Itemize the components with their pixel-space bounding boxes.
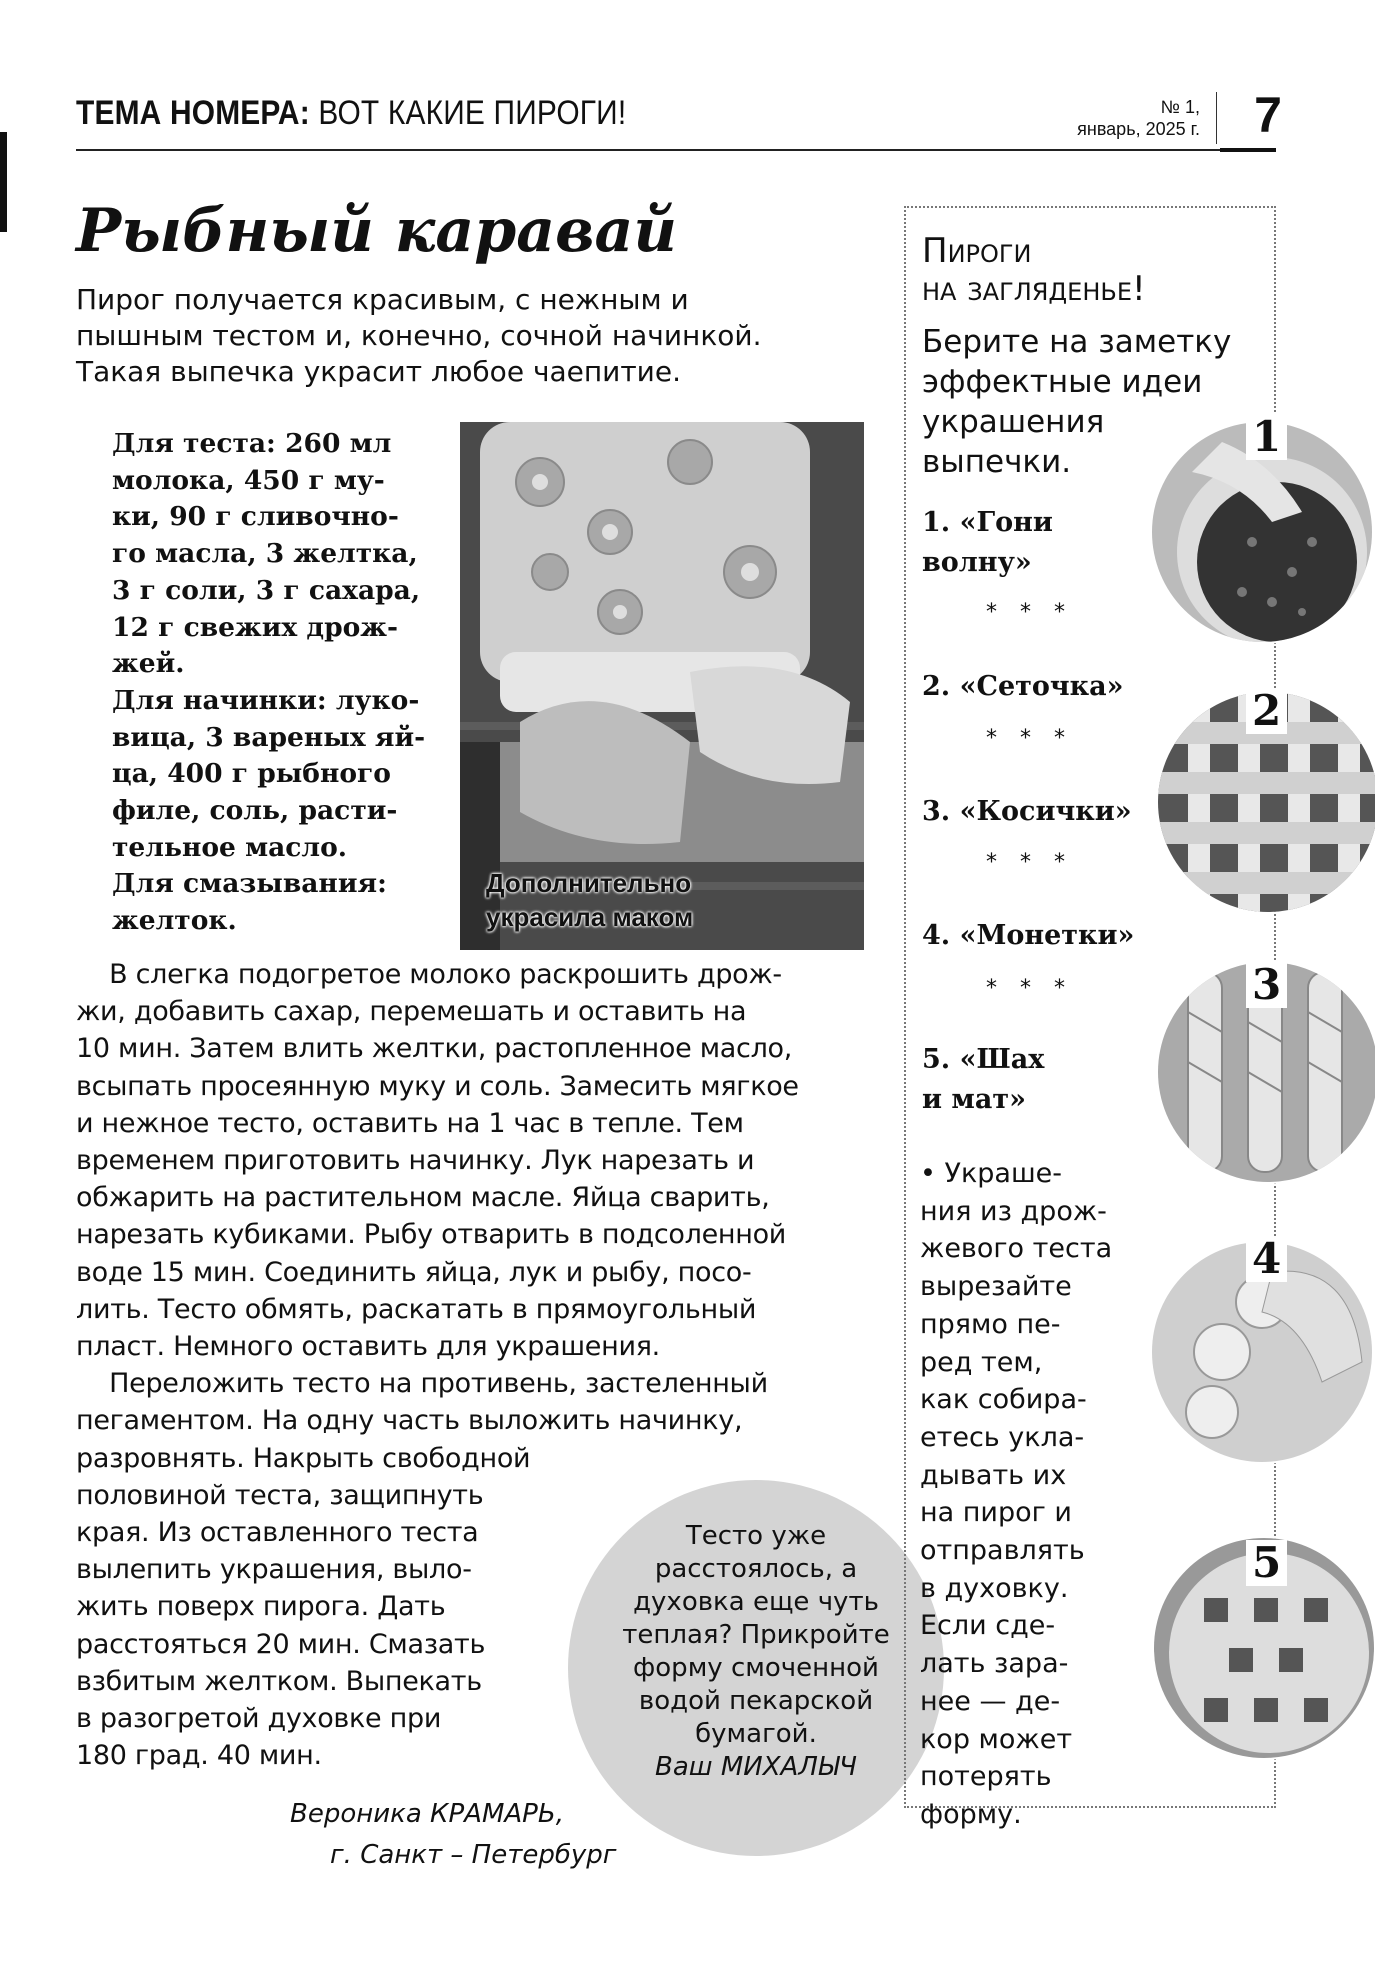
photo-number-4: 4 [1246,1236,1287,1282]
idea-1: 1. «Гони волну» [922,507,1053,578]
page-number: 7 [1254,87,1282,143]
header-separator [1216,92,1217,144]
sidebar-title: Пироги на загляденье! [922,231,1146,309]
author-city: г. Санкт – Петербург [330,1840,617,1870]
author-name: Вероника КРАМАРЬ, [290,1799,564,1829]
photo-number-5: 5 [1246,1540,1287,1586]
idea-2: 2. «Сеточка» [922,671,1124,702]
issue-date: январь, 2025 г. [1077,119,1200,139]
idea-3: 3. «Косички» [922,796,1132,827]
page-number-underline [1220,148,1276,152]
separator-1: * * * [986,600,1073,625]
photo-number-2: 2 [1246,688,1287,734]
topic-title: ВОТ КАКИЕ ПИРОГИ! [318,94,627,132]
photo-number-3: 3 [1246,962,1287,1008]
tip-text-block [576,1520,936,1784]
sidebar-subtitle: Берите на заметку эффектные идеи украшения выпечки. [922,324,1232,480]
article-intro: Пирог получается красивым, с нежным и пышным тестом и, конечно, сочной начинкой. Такая выпечка украсит любое чаепитие. [76,283,762,388]
sidebar-note: • Украше- ния из дрож- жевого теста вырезайте прямо пе- ред тем, как собира- етесь укла- дывать их на пирог и отправлять в духовку. Если сде- лать зара- нее — де- кор может потерять форму. [920,1158,1113,1830]
separator-2: * * * [986,726,1073,751]
recipe-method: В слегка подогретое молоко раскрошить дрож- жи, добавить сахар, перемешать и оставить на 10 мин. Затем влить желтки, растопленное масло, всыпать просеянную муку и соль. Замесить мягкое и нежное тесто, оставить на 1 час в тепле. Тем временем приготовить начинку. Лук нарезать и обжарить на растительном масле. Яйца сварить, нарезать кубиками. Рыбу отварить в подсоленной воде 15 мин. Соединить яйца, лук и рыбу, посо- лить. Тесто обмять, раскатать в прямоугольный пласт. Немного оставить для украшения. Переложить тесто на противень, застеленный пегаментом. На одну часть выложить начинку, разровнять. Накрыть свободной половиной теста, защипнуть края. Из оставленного теста вылепить украшения, выло- жить поверх пирога. Дать расстояться 20 мин. Смазать взбитым желтком. Выпекать в разогретой духовке при 180 град. 40 мин. [76,959,799,1772]
idea-4: 4. «Монетки» [922,920,1135,951]
article-title: Рыбный каравай [76,196,678,266]
tip-signature: Ваш МИХАЛЫЧ [655,1752,857,1782]
separator-4: * * * [986,976,1073,1001]
page-edge-mark [0,132,7,232]
tip-text: Тесто уже расстоялось, а духовка еще чуть теплая? Прикройте форму смоченной водой пекарской бумагой. [622,1521,890,1749]
separator-3: * * * [986,850,1073,875]
photo-number-1: 1 [1246,414,1287,460]
issue-info [1030,96,1200,140]
idea-5: 5. «Шах и мат» [922,1044,1045,1115]
section-topic [76,94,626,133]
ingredients-list: Для теста: 260 мл молока, 450 г му- ки, 90 г сливочно- го масла, 3 желтка, 3 г соли, 3 г сахара, 12 г свежих дрож- жей. Для начинки: луко- вица, 3 вареных яй- ца, 400 г рыбного филе, соль, расти- тельное масло. Для смазывания: желток. [112,428,426,937]
topic-label: ТЕМА НОМЕРА: [76,94,310,132]
header-rule [76,149,1276,151]
issue-number: № 1, [1160,97,1200,117]
photo-caption: Дополнительно украсила маком [486,868,694,932]
